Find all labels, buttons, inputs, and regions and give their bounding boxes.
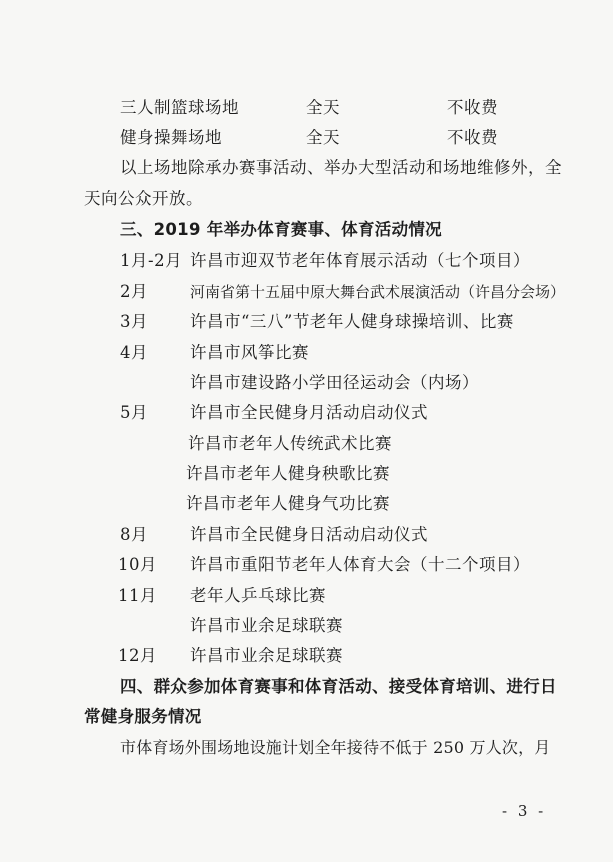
event-month: 4月 [120, 343, 148, 362]
section4-heading-line2: 常健身服务情况 [84, 707, 202, 726]
venue-name: 三人制篮球场地 [120, 98, 239, 117]
venue-fee: 不收费 [447, 128, 498, 147]
page-number: - 3 - [502, 802, 547, 820]
venue-fee: 不收费 [447, 98, 498, 117]
event-name: 许昌市老年人健身秧歌比赛 [186, 464, 390, 483]
event-name: 老年人乒乓球比赛 [190, 586, 326, 605]
event-name: 许昌市重阳节老年人体育大会（十二个项目） [190, 555, 530, 574]
event-name: 许昌市建设路小学田径运动会（内场） [190, 373, 479, 392]
event-name: 许昌市全民健身日活动启动仪式 [190, 525, 428, 544]
event-month: 8月 [120, 525, 148, 544]
event-month: 12月 [118, 646, 157, 665]
section4-heading-line1: 四、群众参加体育赛事和体育活动、接受体育培训、进行日 [120, 677, 557, 696]
event-name: 河南省第十五届中原大舞台武术展演活动（许昌分会场） [190, 283, 566, 301]
event-name: 许昌市迎双节老年体育展示活动（七个项目） [190, 251, 530, 270]
event-month: 1月-2月 [120, 251, 183, 270]
venue-name: 健身操舞场地 [120, 128, 222, 147]
event-name: 许昌市全民健身月活动启动仪式 [190, 403, 428, 422]
event-month: 3月 [120, 312, 148, 331]
section4-text: 市体育场外围场地设施计划全年接待不低于 250 万人次，月 [120, 738, 551, 757]
event-month: 10月 [118, 555, 157, 574]
event-name: 许昌市业余足球联赛 [190, 616, 343, 635]
event-month: 11月 [118, 586, 157, 605]
open-note-line2: 天向公众开放。 [84, 189, 203, 208]
event-month: 2月 [120, 282, 148, 301]
venue-time: 全天 [306, 128, 340, 147]
open-note-line1: 以上场地除承办赛事活动、举办大型活动和场地维修外，全 [120, 158, 562, 177]
event-name: 许昌市“三八”节老年人健身球操培训、比赛 [190, 312, 514, 331]
section3-heading: 三、2019 年举办体育赛事、体育活动情况 [120, 220, 442, 239]
event-month: 5月 [120, 403, 148, 422]
venue-time: 全天 [306, 98, 340, 117]
event-name: 许昌市老年人健身气功比赛 [186, 494, 390, 513]
event-name: 许昌市业余足球联赛 [190, 646, 343, 665]
event-name: 许昌市风筝比赛 [190, 343, 309, 362]
event-name: 许昌市老年人传统武术比赛 [188, 434, 392, 453]
